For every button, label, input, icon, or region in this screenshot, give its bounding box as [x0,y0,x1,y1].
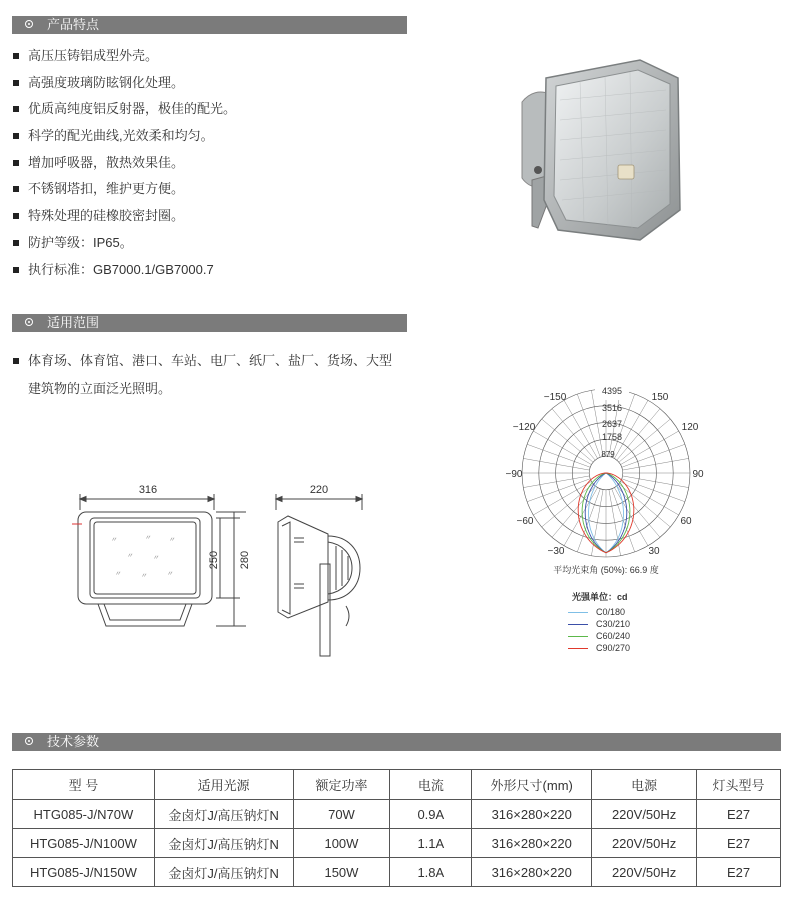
feature-item: 科学的配光曲线,光效柔和均匀。 [12,123,236,150]
table-cell: 316×280×220 [472,858,592,887]
radial-label: 2637 [601,419,623,429]
application-title: 适用范围 [47,315,100,330]
legend-swatch [568,612,588,613]
angle-label: −150 [543,392,567,403]
feature-item: 不锈钢塔扣，维护更方便。 [12,176,236,203]
feature-item: 防护等级：IP65。 [12,230,236,257]
table-cell: HTG085-J/N100W [13,829,155,858]
table-cell: E27 [697,800,781,829]
table-cell: 1.1A [390,829,472,858]
header-cell: 电流 [390,770,472,800]
feature-item: 特殊处理的硅橡胶密封圈。 [12,203,236,230]
dim-height-inner: 250 [208,550,220,570]
header-cell: 额定功率 [293,770,390,800]
angle-label: 90 [692,469,704,480]
table-row [13,858,781,887]
angle-label: −90 [505,469,523,480]
polar-legend [568,590,708,654]
radial-label: 1758 [601,432,623,442]
angle-label: 120 [681,422,699,433]
product-photo [510,50,690,250]
legend-label: C90/270 [596,643,631,653]
specs-section-bar [12,733,781,751]
legend-swatch [568,624,588,625]
application-text [12,347,412,403]
table-cell: 0.9A [390,800,472,829]
table-cell: 100W [293,829,390,858]
table-cell: E27 [697,858,781,887]
table-row [13,829,781,858]
table-cell: HTG085-J/N150W [13,858,155,887]
angle-label: 30 [648,546,660,557]
bullet-circle-icon [25,20,33,28]
table-cell: 316×280×220 [472,829,592,858]
beam-angle-caption: 平均光束角 (50%): 66.9 度 [553,565,659,575]
specs-table [12,769,781,887]
table-row [13,800,781,829]
angle-label: −60 [516,516,534,527]
application-line-2: 建筑物的立面泛光照明。 [28,381,172,396]
svg-text:〃: 〃 [126,553,133,560]
svg-text:〃: 〃 [144,535,151,542]
features-section-bar [12,16,407,34]
bullet-circle-icon [25,318,33,326]
table-cell: 金卤灯J/高压钠灯N [154,858,293,887]
table-cell: 150W [293,858,390,887]
legend-swatch [568,636,588,637]
feature-item: 高强度玻璃防眩钢化处理。 [12,70,236,97]
header-cell: 型 号 [13,770,155,800]
bullet-circle-icon [25,737,33,745]
features-list [12,43,236,283]
angle-label: −30 [547,546,565,557]
application-section-bar [12,314,407,332]
table-cell: 金卤灯J/高压钠灯N [154,829,293,858]
svg-text:〃: 〃 [140,573,147,580]
features-title: 产品特点 [47,17,100,32]
legend-entry [568,630,708,642]
table-cell: 220V/50Hz [592,800,697,829]
table-cell: 220V/50Hz [592,829,697,858]
dim-width: 316 [138,484,158,496]
table-cell: 220V/50Hz [592,858,697,887]
table-header-row [13,770,781,800]
table-cell: 1.8A [390,858,472,887]
header-cell: 电源 [592,770,697,800]
square-bullet-icon [13,358,19,364]
table-cell: 金卤灯J/高压钠灯N [154,800,293,829]
table-cell: HTG085-J/N70W [13,800,155,829]
feature-item: 增加呼吸器，散热效果佳。 [12,150,236,177]
feature-item: 执行标准：GB7000.1/GB7000.7 [12,257,236,284]
legend-title: 光强单位：cd [572,592,628,602]
radial-label: 879 [601,450,615,459]
table-cell: 316×280×220 [472,800,592,829]
angle-label: 150 [651,392,669,403]
legend-label: C60/240 [596,631,631,641]
feature-item: 高压压铸铝成型外壳。 [12,43,236,70]
legend-entry [568,606,708,618]
header-cell: 外形尺寸(mm) [472,770,592,800]
legend-rows [568,606,708,654]
radial-label: 3516 [601,403,623,413]
svg-text:〃: 〃 [110,537,117,544]
specs-title: 技术参数 [47,734,100,749]
svg-text:〃: 〃 [114,571,121,578]
radial-label: 4395 [601,386,623,396]
table-cell: 70W [293,800,390,829]
header-cell: 灯头型号 [697,770,781,800]
angle-label: 60 [680,516,692,527]
dim-depth: 220 [309,484,329,496]
side-view-drawing [268,480,378,660]
legend-label: C0/180 [596,607,626,617]
header-cell: 适用光源 [154,770,293,800]
svg-text:〃: 〃 [168,537,175,544]
legend-entry [568,618,708,630]
front-view-drawing [70,480,250,640]
angle-label: −120 [512,422,536,433]
legend-entry [568,642,708,654]
table-cell: E27 [697,829,781,858]
legend-label: C30/210 [596,619,631,629]
legend-swatch [568,648,588,649]
polar-distribution-chart [500,378,704,578]
feature-item: 优质高纯度铝反射器，极佳的配光。 [12,96,236,123]
svg-text:〃: 〃 [152,555,159,562]
application-line-1: 体育场、体育馆、港口、车站、电厂、纸厂、盐厂、货场、大型 [28,353,393,368]
svg-text:〃: 〃 [166,571,173,578]
dim-height-outer: 280 [239,550,251,570]
